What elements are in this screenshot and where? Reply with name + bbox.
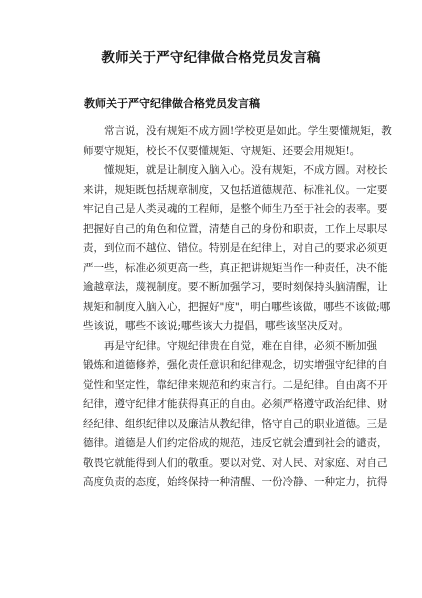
paragraph [83, 122, 392, 161]
text-line: 师要守规矩，校长不仅要懂规矩、守规矩、还要会用规矩!。 [83, 144, 361, 157]
text-line: 锻炼和道德修养，强化责任意识和纪律观念，切实增强守纪律的自 [83, 359, 388, 372]
text-line: 牢记自己是人类灵魂的工程师，是整个师生乃至于社会的表率。要 [83, 203, 388, 216]
text-line: 德律。道德是人们约定俗成的规范，违反它就会遭到社会的谴责， [83, 437, 388, 450]
text-line: 来讲，规矩既包括规章制度，又包括道德规范、标准礼仪。一定要 [83, 183, 388, 196]
body-text [83, 122, 392, 493]
text-line: 懂规矩，就是让制度入脑入心。没有规矩，不成方圆。对校长 [104, 164, 388, 177]
text-line: 把握好自己的角色和位置，清楚自己的身份和职责，工作上尽职尽 [83, 222, 388, 235]
text-line: 高度负责的态度，始终保持一种清醒、一份冷静、一种定力，抗得 [83, 476, 388, 489]
text-line: 些该说，哪些不该说;哪些该大力提倡，哪些该坚决反对。 [83, 320, 350, 333]
paragraph [83, 161, 391, 337]
paragraph [83, 337, 388, 493]
text-line: 敬畏它就能得到人们的敬重。要以对党、对人民、对家庭、对自己 [83, 456, 388, 469]
text-line: 逾越章法，蔑视制度。要不断加强学习，要时刻保持头脑清醒，让 [83, 281, 388, 294]
text-line: 严一些，标准必须更高一些，真正把讲规矩当作一种责任，决不能 [83, 261, 388, 274]
text-line: 纪律，遵守纪律才能获得真正的自由。必须严格遵守政治纪律、财 [83, 398, 388, 411]
text-line: 责，到位而不越位、错位。特别是在纪律上，对自己的要求必须更 [83, 242, 388, 255]
text-line: 经纪律、组织纪律以及廉洁从教纪律，恪守自己的职业道德。三是 [83, 417, 388, 430]
document-title: 教师关于严守纪律做合格党员发言稿 [101, 50, 321, 66]
text-line: 觉性和坚定性，靠纪律来规范和约束言行。二是纪律。自由离不开 [83, 378, 388, 391]
section-heading: 教师关于严守纪律做合格党员发言稿 [84, 97, 260, 110]
text-line: 规矩和制度入脑入心，把握好"度"，明白哪些该做，哪些不该做;哪 [83, 300, 391, 313]
text-line: 常言说，没有规矩不成方圆!学校更是如此。学生要懂规矩，教 [104, 125, 392, 137]
text-line: 再是守纪律。守规纪律贵在自觉，难在自律，必须不断加强 [104, 339, 377, 352]
